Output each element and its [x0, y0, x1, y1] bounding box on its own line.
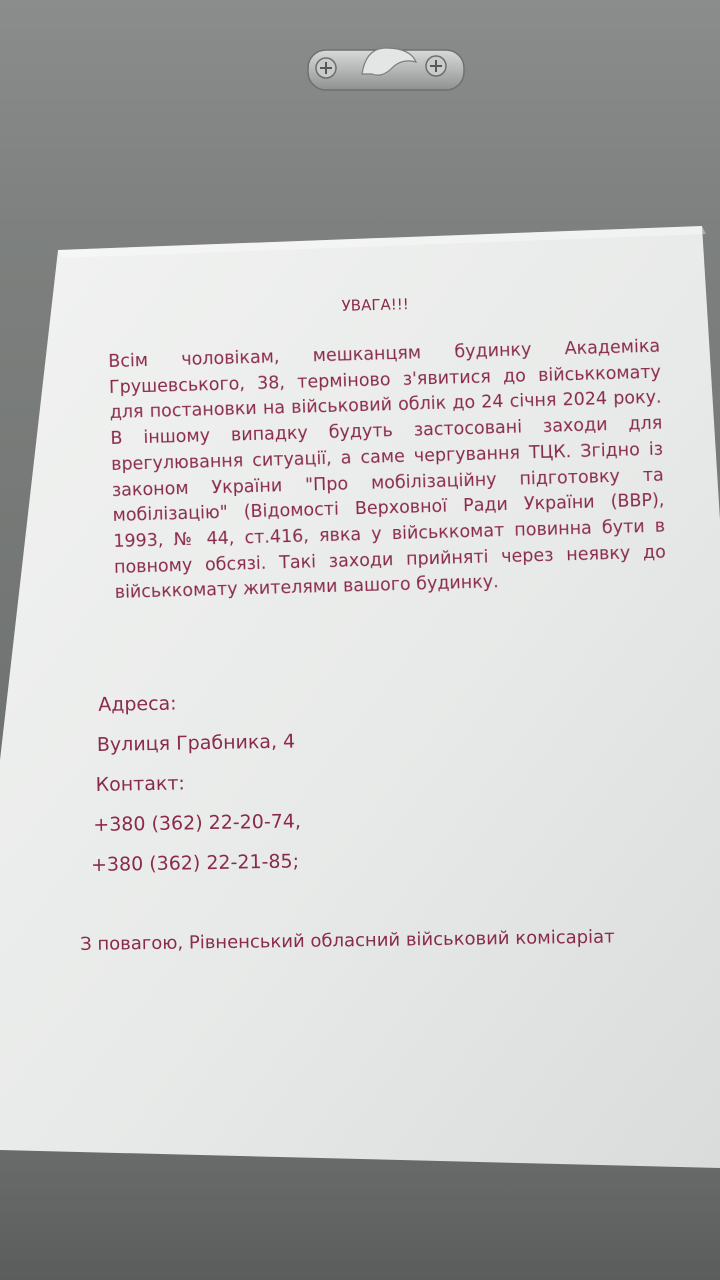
signature-line: З повагою, Рівненський обласний військовий комісаріат	[80, 926, 615, 955]
notice-body: Всім чоловікам, мешканцям будинку Академіка Грушевського, 38, терміново з'явитися до військкомату для постановки на військовий облік до 24 січня 2024 року. В іншому випадку будуть застосовані заходи для врегулювання ситуації, а саме чергування ТЦК. Згідно із законом України "Про мобілізаційну підготовку та мобілізацію" (Відомості Верховної Ради України (ВВР), 1993, № 44, ст.416, явка у військкомат повинна бути в повному обсязі. Такі заходи прийняті через неявку до військкомату жителями вашого будинку.	[108, 336, 667, 604]
contact-label: Контакт:	[95, 772, 186, 796]
address-value: Вулиця Грабника, 4	[96, 730, 296, 756]
notice-title: УВАГА!!!	[341, 295, 410, 315]
phone-number-1: +380 (362) 22-20-74,	[93, 810, 302, 837]
address-label: Адреса:	[98, 692, 177, 716]
phone-number-2: +380 (362) 22-21-85;	[90, 850, 300, 877]
contact-block	[90, 685, 497, 892]
